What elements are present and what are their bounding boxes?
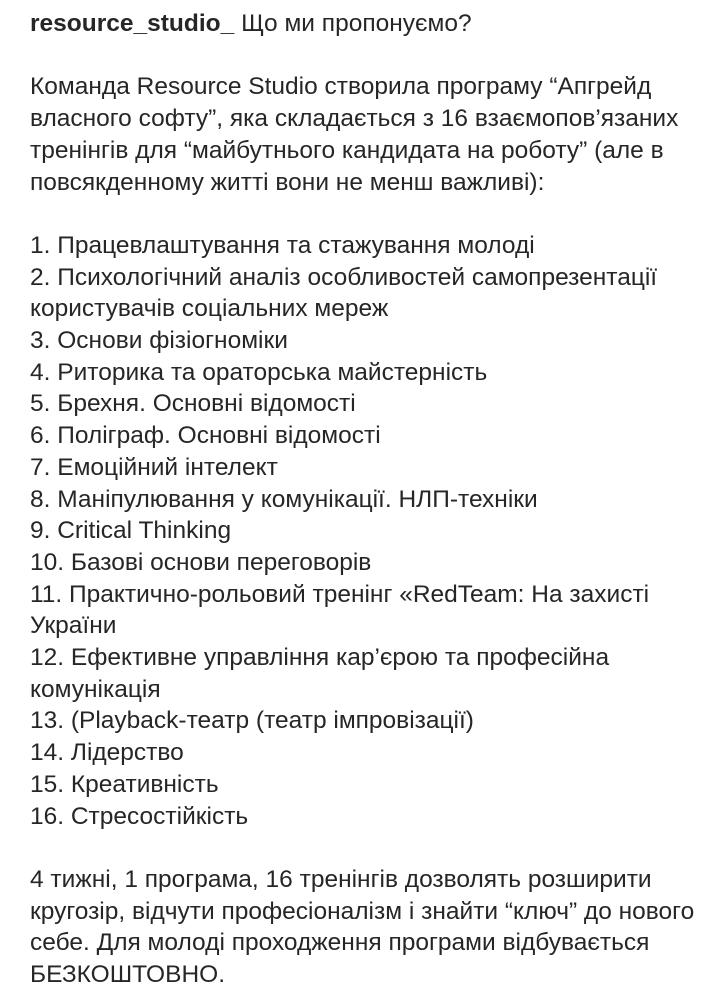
caption-heading: Що ми пропонуємо? bbox=[241, 10, 472, 37]
list-item: 11. Практично-рольовий тренінг «RedTeam: На захисті України bbox=[30, 580, 650, 640]
list-item: 12. Ефективне управління кар’єрою та професійна комунікація bbox=[30, 644, 610, 703]
caption-header bbox=[30, 8, 706, 40]
spacer bbox=[30, 832, 706, 864]
list-item: 6. Поліграф. Основні відомості bbox=[30, 422, 381, 450]
list-item: 7. Емоційний інтелект bbox=[30, 453, 278, 481]
list-item: 3. Основи фізіогноміки bbox=[30, 327, 288, 354]
caption-outro: 4 тижні, 1 програма, 16 тренінгів дозволять розширити кругозір, відчути професіоналізм і знайти “ключ” до нового себе. Для молоді проходження програми відбувається БЕЗКОШТОВНО. bbox=[30, 865, 695, 989]
spacer bbox=[30, 198, 706, 230]
list-item: 16. Стресостійкість bbox=[30, 802, 249, 830]
list-item: 10. Базові основи переговорів bbox=[30, 548, 372, 576]
list-item: 9. Critical Thinking bbox=[30, 517, 232, 545]
username-link[interactable]: resource_studio_ bbox=[30, 10, 235, 37]
spacer bbox=[30, 40, 706, 72]
list-item: 2. Психологічний аналіз особливостей самопрезентації користувачів соціальних мереж bbox=[30, 263, 658, 323]
list-item: 8. Маніпулювання у комунікації. НЛП-техніки bbox=[30, 485, 538, 513]
caption-intro: Команда Resource Studio створила програму “Апгрейд власного софту”, яка складається з 16 взаємопов’язаних тренінгів для “майбутнього кандидата на роботу” (але в повсякденному житті вони не менш важливі): bbox=[30, 73, 679, 196]
list-item: 13. (Playback-театр (театр імпровізації) bbox=[30, 707, 474, 735]
list-item: 5. Брехня. Основні відомості bbox=[30, 390, 356, 418]
list-item: 1. Працевлаштування та стажування молоді bbox=[30, 231, 535, 259]
list-item: 4. Риторика та ораторська майстерність bbox=[30, 358, 488, 386]
list-item: 14. Лідерство bbox=[30, 739, 184, 767]
training-list bbox=[30, 230, 706, 832]
list-item: 15. Креативність bbox=[30, 770, 219, 798]
